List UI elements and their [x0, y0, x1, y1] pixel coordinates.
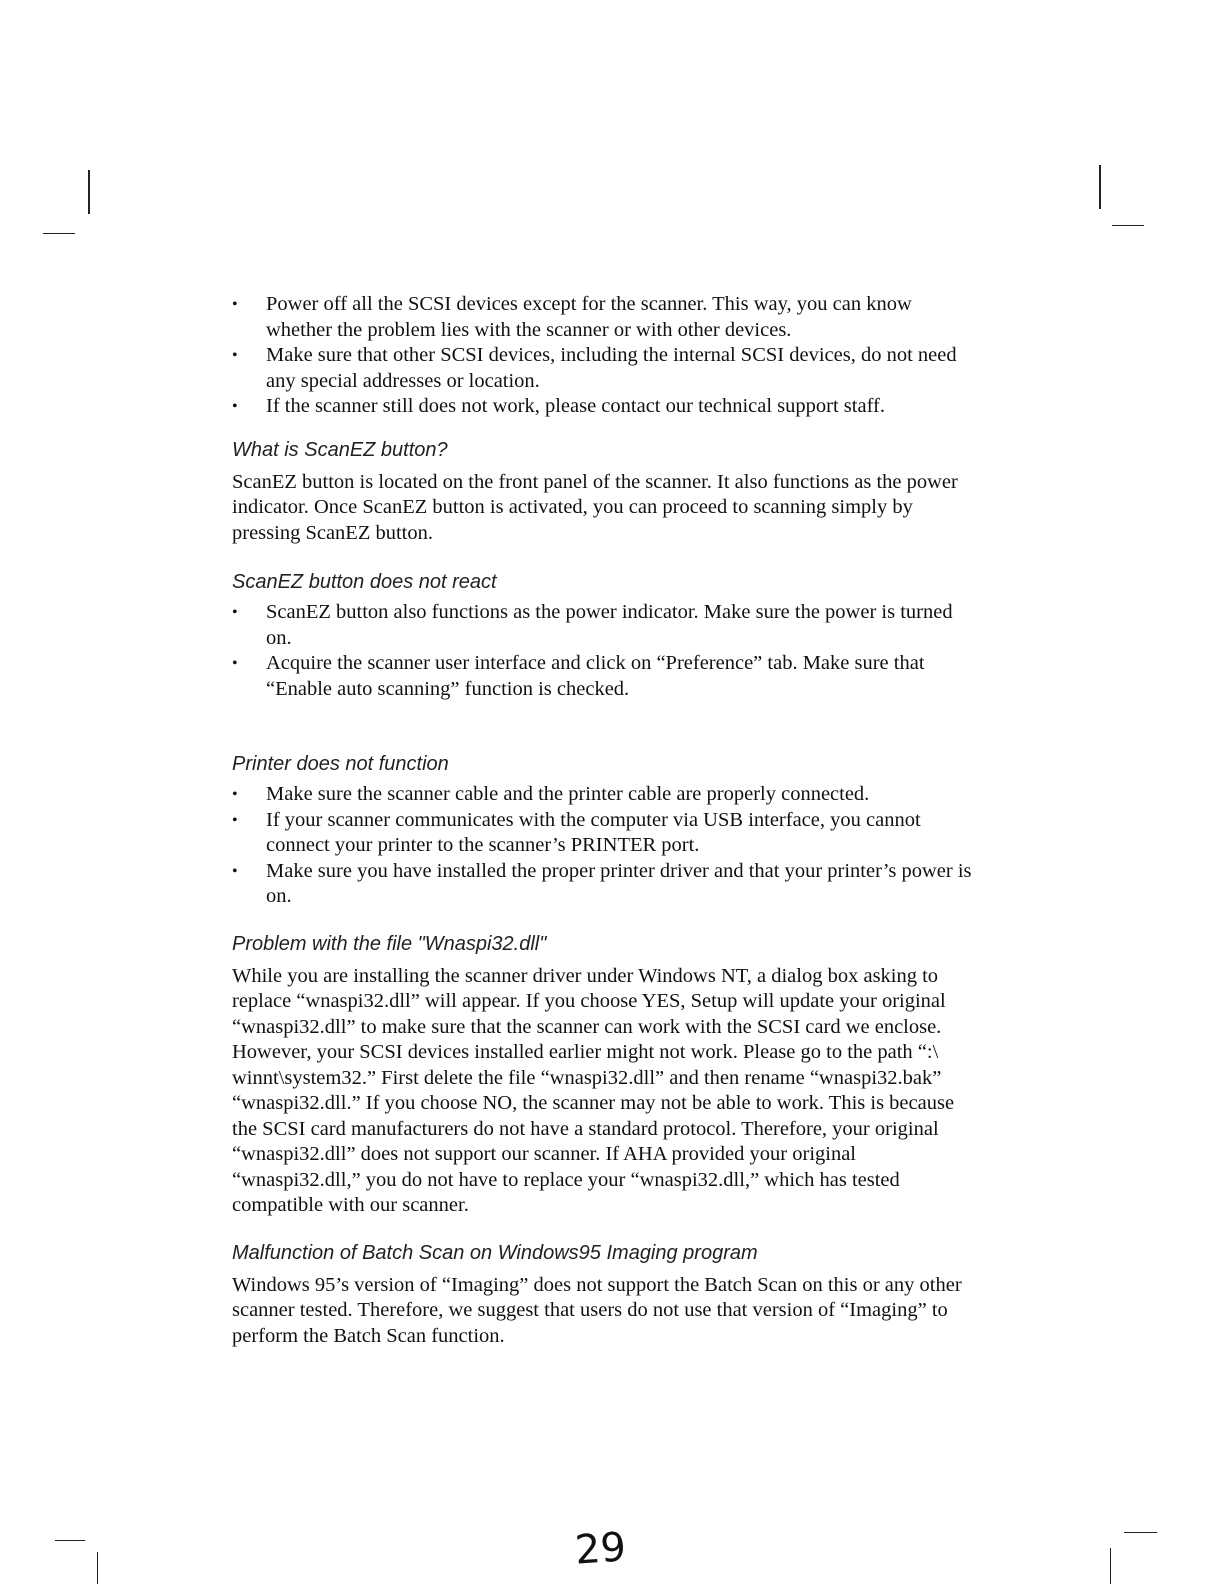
crop-mark-bottom-left-horizontal [55, 1540, 85, 1541]
list-item: • Make sure that other SCSI devices, including the internal SCSI devices, do not need any special addresses or location. [232, 343, 972, 394]
list-item: • Acquire the scanner user interface and click on “Preference” tab. Make sure that “Enable auto scanning” function is checked. [232, 651, 972, 702]
scsi-troubleshooting-list [232, 292, 972, 420]
crop-mark-bottom-right-vertical [1110, 1548, 1111, 1584]
wnaspi32-paragraph: While you are installing the scanner driver under Windows NT, a dialog box asking to replace “wnaspi32.dll” will appear. If you choose YES, Setup will update your original “wnaspi32.dll” to make sure that the scanner can work with the SCSI card we enclose. However, your SCSI devices installed earlier might not work. Please go to the path “:\ winnt\system32.” First delete the file “wnaspi32.dll” and then rename “wnaspi32.bak” “wnaspi32.dll.” If you choose NO, the scanner may not be able to work. This is because the SCSI card manufacturers do not have a standard protocol. Therefore, your original “wnaspi32.dll” does not support our scanner. If AHA provided your original “wnaspi32.dll,” you do not have to replace your “wnaspi32.dll,” which has tested compatible with our scanner. [232, 964, 955, 1216]
crop-mark-top-right-vertical [1099, 165, 1101, 209]
list-item: • Power off all the SCSI devices except for the scanner. This way, you can know whether the problem lies with the scanner or with other devices. [232, 292, 972, 343]
section-heading-scanez-button: What is ScanEZ button? [232, 438, 448, 461]
section-heading-scanez-no-react: ScanEZ button does not react [232, 571, 497, 593]
list-item: • If your scanner communicates with the computer via USB interface, you cannot connect your printer to the scanner’s PRINTER port. [232, 808, 972, 859]
crop-mark-bottom-right-horizontal [1124, 1532, 1157, 1533]
list-item: • Make sure the scanner cable and the printer cable are properly connected. [232, 782, 972, 808]
list-item: • Make sure you have installed the proper printer driver and that your printer’s power is on. [232, 859, 972, 910]
section-heading-batch-scan: Malfunction of Batch Scan on Windows95 Imaging program [232, 1241, 758, 1264]
scanez-button-paragraph: ScanEZ button is located on the front panel of the scanner. It also functions as the power indicator. Once ScanEZ button is activated, you can proceed to scanning simply by pressing ScanEZ button. [232, 470, 958, 544]
crop-mark-top-left-horizontal [43, 233, 75, 234]
page-number: 29 [573, 1524, 628, 1574]
section-heading-printer: Printer does not function [232, 753, 449, 775]
printer-troubleshooting-list [232, 782, 972, 910]
crop-mark-top-left-vertical [88, 170, 90, 214]
batch-scan-paragraph: Windows 95’s version of “Imaging” does not support the Batch Scan on this or any other scanner tested. Therefore, we suggest that users do not use that version of “Imaging” to perform the Batch Scan function. [232, 1273, 962, 1347]
list-item: • If the scanner still does not work, please contact our technical support staff. [232, 394, 972, 420]
scanez-no-react-list [232, 600, 972, 702]
list-item: • ScanEZ button also functions as the power indicator. Make sure the power is turned on. [232, 600, 972, 651]
section-heading-wnaspi32: Problem with the file "Wnaspi32.dll" [232, 932, 547, 955]
crop-mark-bottom-left-vertical [97, 1552, 98, 1584]
crop-mark-top-right-horizontal [1112, 225, 1144, 226]
page-content [232, 290, 972, 1349]
